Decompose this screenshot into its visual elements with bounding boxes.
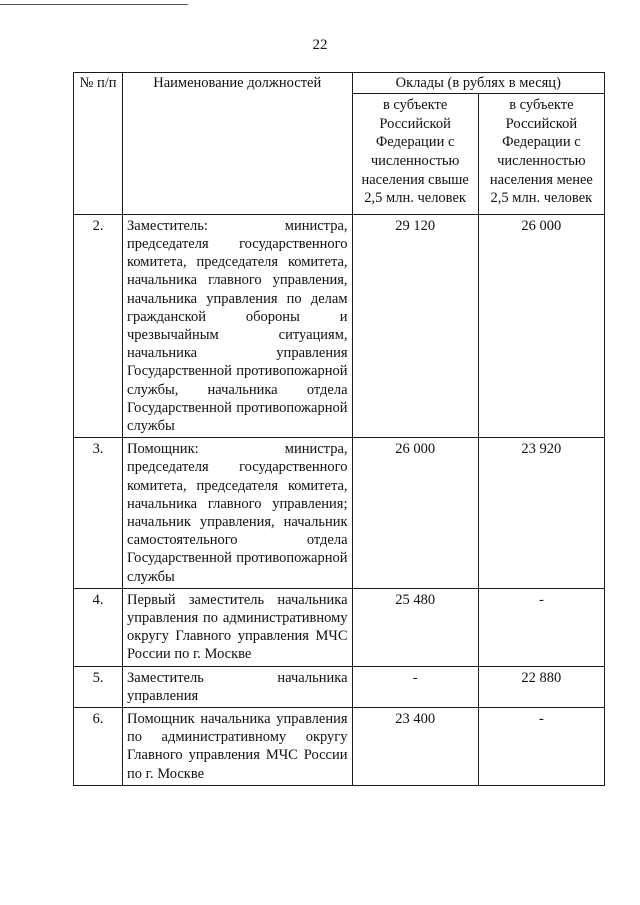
row-salary-small: 23 920 (478, 438, 604, 589)
header-position-name: Наименование должностей (123, 73, 353, 215)
row-number: 6. (74, 708, 123, 786)
salary-table (73, 72, 605, 786)
row-salary-small: 26 000 (478, 214, 604, 437)
row-number: 2. (74, 214, 123, 437)
row-salary-large: 23 400 (352, 708, 478, 786)
row-number: 3. (74, 438, 123, 589)
row-salary-large: 29 120 (352, 214, 478, 437)
page-number: 22 (312, 37, 328, 53)
row-number: 5. (74, 666, 123, 707)
table-row (74, 438, 605, 589)
header-col-small: в субъекте Российской Федерации с численностью населения менее 2,5 млн. человек (478, 94, 604, 215)
row-salary-small: 22 880 (478, 666, 604, 707)
header-number: № п/п (74, 73, 123, 215)
table-header-row (74, 73, 605, 94)
row-position-name: Помощник начальника управления по административному округу Главного управления МЧС России по г. Москве (123, 708, 353, 786)
row-number: 4. (74, 588, 123, 666)
table-row (74, 708, 605, 786)
row-salary-large: 26 000 (352, 438, 478, 589)
header-col-large: в субъекте Российской Федерации с численностью населения свыше 2,5 млн. человек (352, 94, 478, 215)
header-salaries: Оклады (в рублях в месяц) (352, 73, 604, 94)
row-position-name: Заместитель: министра, председателя государственного комитета, председателя комитета, начальника главного управления, начальника управления по делам гражданской обороны и чрезвычайным ситуациям, начальника управления Государственной противопожарной службы, начальника отдела Государственной противопожарной службы (123, 214, 353, 437)
table-row (74, 666, 605, 707)
row-salary-small: - (478, 588, 604, 666)
row-position-name: Первый заместитель начальника управления по административному округу Главного управления МЧС России по г. Москве (123, 588, 353, 666)
row-position-name: Заместитель начальника управления (123, 666, 353, 707)
top-rule (0, 4, 188, 5)
row-salary-small: - (478, 708, 604, 786)
row-position-name: Помощник: министра, председателя государственного комитета, председателя комитета, начальника главного управления; начальник управления, начальник самостоятельного отдела Государственной противопожарной службы (123, 438, 353, 589)
table-row (74, 588, 605, 666)
table-row (74, 214, 605, 437)
row-salary-large: 25 480 (352, 588, 478, 666)
row-salary-large: - (352, 666, 478, 707)
